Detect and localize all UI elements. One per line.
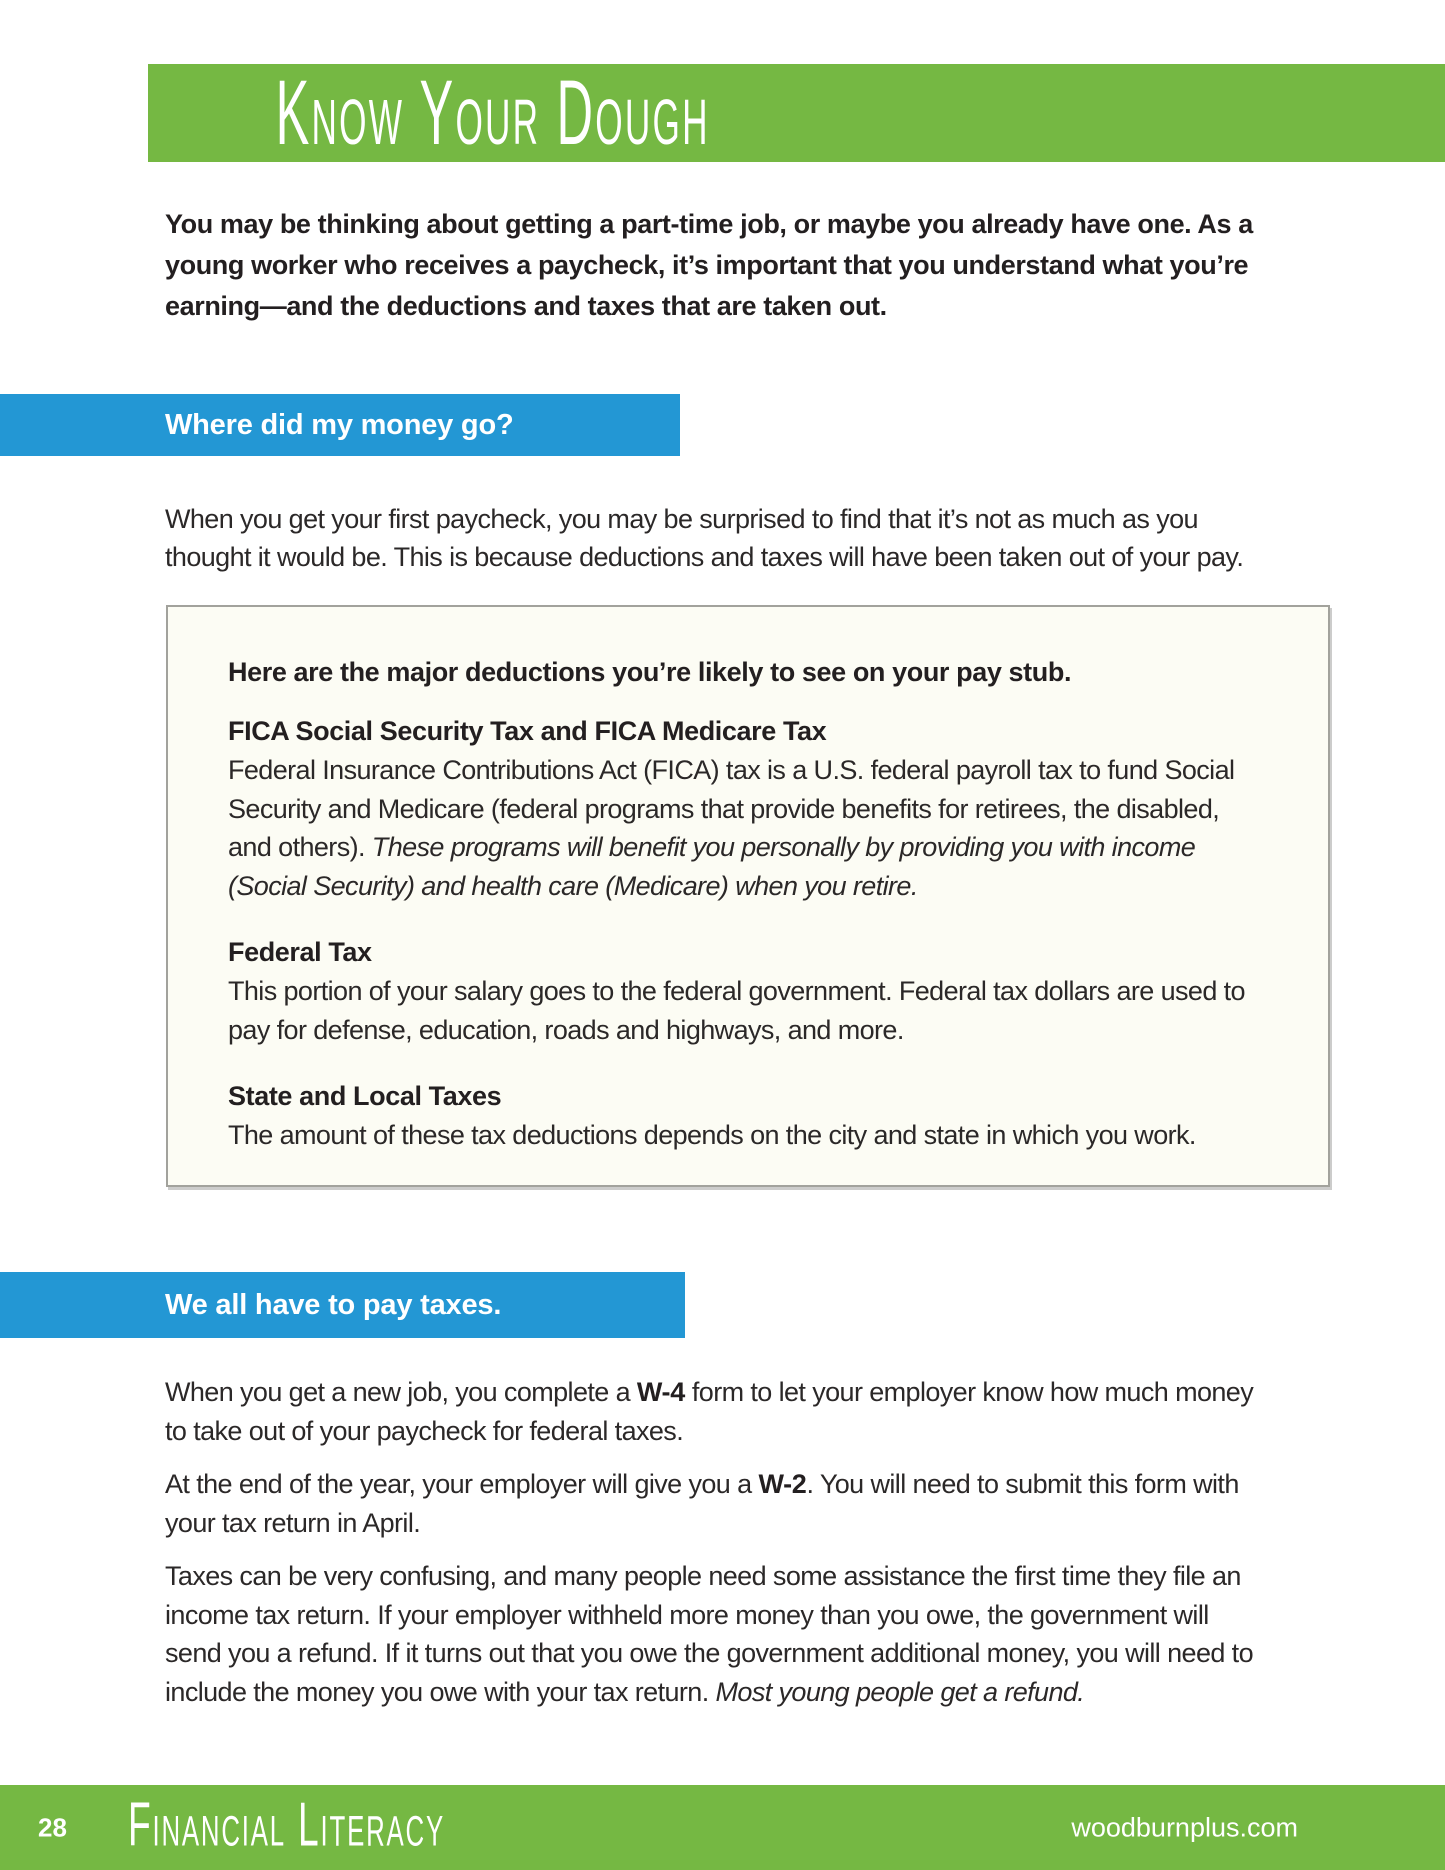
section2-body [165,1373,1270,1726]
page-number: 28 [38,1812,67,1842]
deductions-box [166,605,1330,1187]
paragraph-refund-normal: Taxes can be very confusing, and many people need some assistance the first time they file an income tax return. If your employer withheld more money than you owe, the government will send you a refund. If it turns out that you owe the government additional money, you will need to include the money you owe with your tax return. [165,1561,1253,1707]
page-title: Know Your Dough [275,62,710,164]
paragraph-w4 [165,1373,1270,1450]
deduction-title-fica: FICA Social Security Tax and FICA Medicare Tax [228,716,827,746]
deduction-body-fica-normal: Federal Insurance Contributions Act (FICA) tax is a U.S. federal payroll tax to fund Social Security and Medicare (federal programs that provide benefits for retirees, the disabled, and others). [228,755,1235,862]
section1-header-bar [0,394,680,456]
box-heading: Here are the major deductions you’re likely to see on your pay stub. [228,657,1072,687]
paragraph-refund [165,1557,1270,1711]
paragraph-w4-pre: When you get a new job, you complete a [165,1377,637,1407]
deduction-body-federal [228,972,1248,1049]
intro-paragraph: You may be thinking about getting a part-time job, or maybe you already have one. As a young worker who receives a paycheck, it’s important that you understand what you’re earning—and the deductions and taxes that are taken out. [165,209,1253,321]
paragraph-refund-italic: Most young people get a refund. [715,1676,1085,1707]
deduction-body-state-local [228,1116,1248,1155]
footer-title: Financial Literacy [128,1790,445,1860]
deduction-title-state-local: State and Local Taxes [228,1081,502,1111]
footer-banner [0,1785,1445,1870]
deduction-title-federal: Federal Tax [228,937,372,967]
paragraph-w4-post: form to let your employer know how much money to take out of your paycheck for federal taxes. [165,1377,1254,1446]
deduction-body-federal-normal: This portion of your salary goes to the federal government. Federal tax dollars are used to pay for defense, education, roads and highways, and more. [228,976,1245,1045]
footer-website: woodburnplus.com [1071,1812,1298,1842]
w2-term: W-2 [758,1469,807,1499]
section1-body: When you get your first paycheck, you may be surprised to find that it’s not as much as you thought it would be. This is because deductions and taxes will have been taken out of your pay. [165,504,1244,572]
section2-header-bar [0,1272,685,1338]
deduction-body-fica [228,751,1248,905]
w4-term: W-4 [636,1377,685,1407]
paragraph-w2 [165,1465,1270,1542]
deduction-body-fica-italic: These programs will benefit you personally by providing you with income (Social Security) and health care (Medicare) when you retire. [228,832,1196,901]
deduction-body-state-local-normal: The amount of these tax deductions depends on the city and state in which you work. [228,1120,1196,1150]
paragraph-w2-post: . You will need to submit this form with your tax return in April. [165,1469,1239,1538]
section1-title: Where did my money go? [165,408,514,441]
header-banner [148,64,1445,162]
section2-title: We all have to pay taxes. [165,1288,502,1321]
paragraph-w2-pre: At the end of the year, your employer will give you a [165,1469,759,1499]
